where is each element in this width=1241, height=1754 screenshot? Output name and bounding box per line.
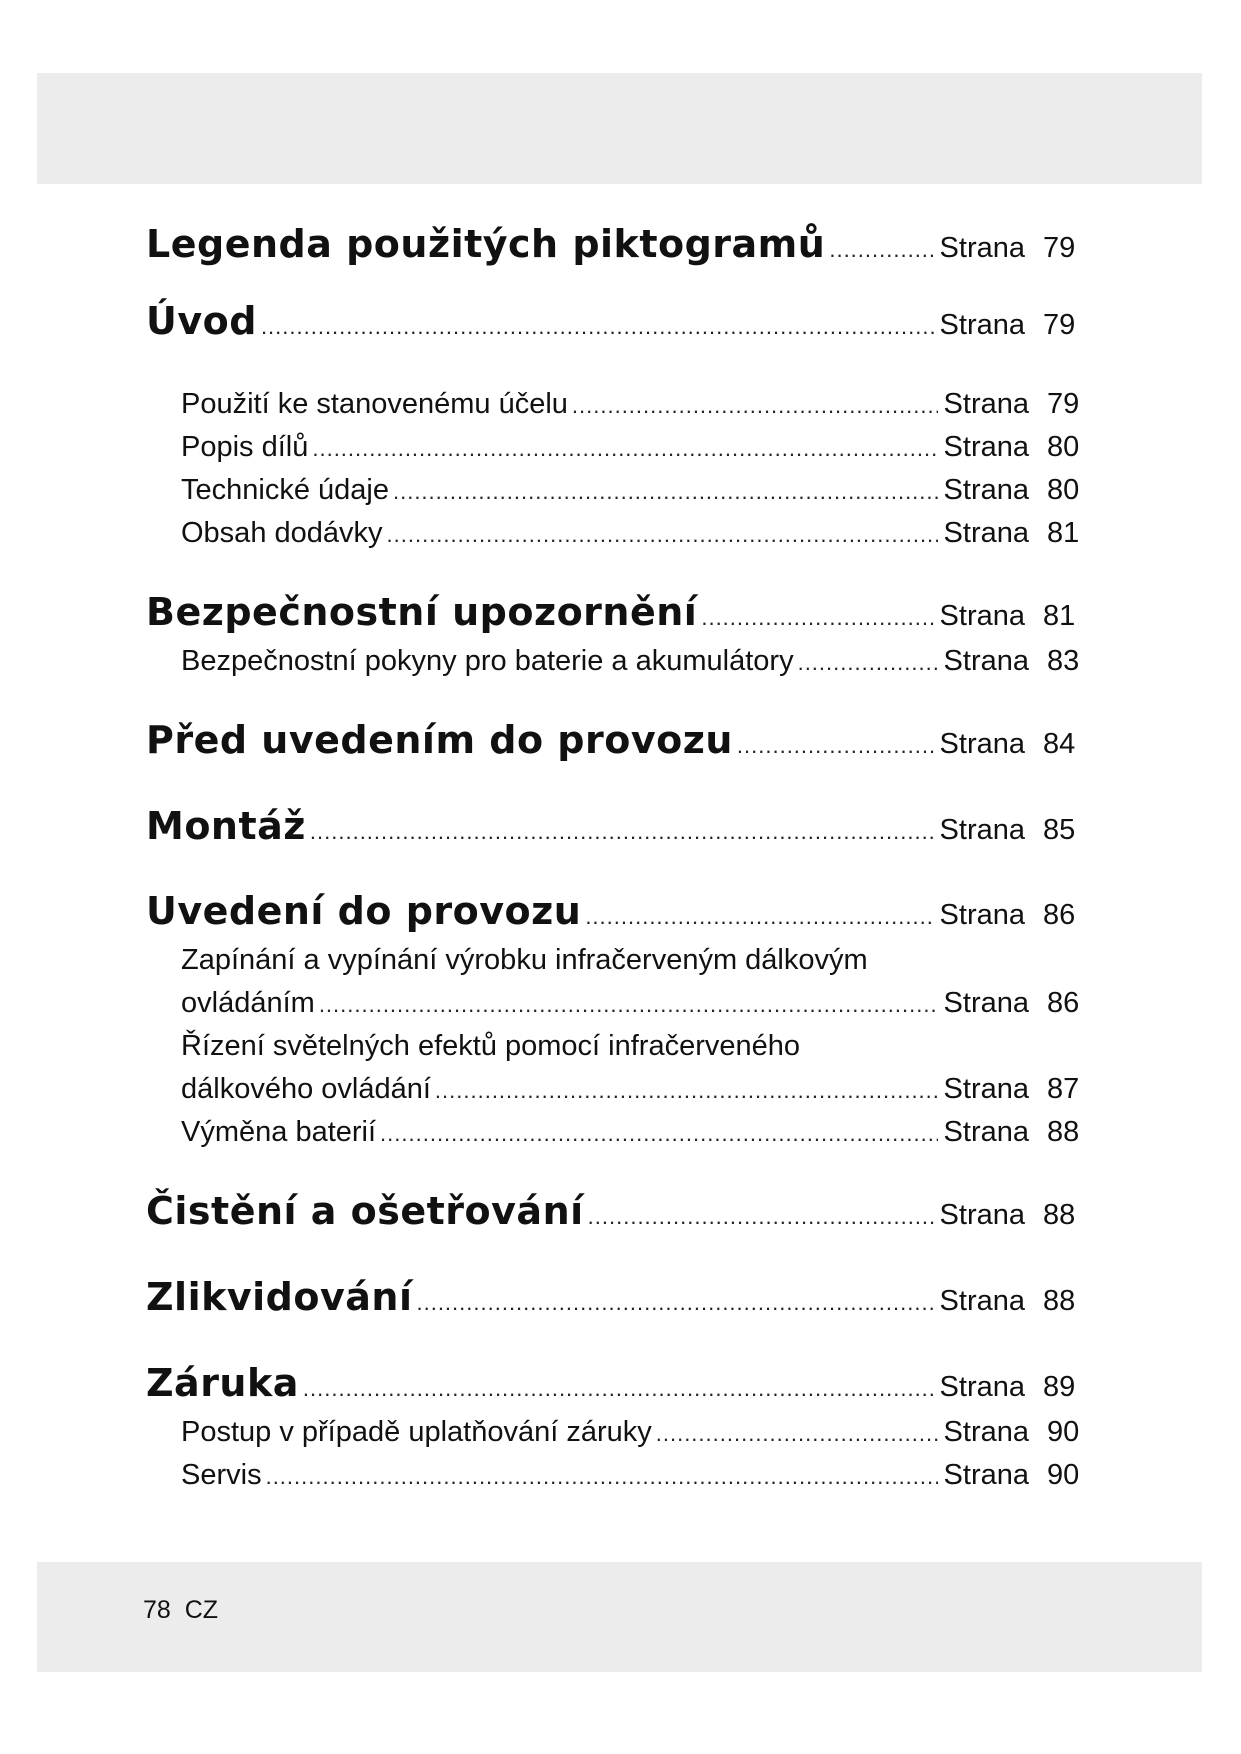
dot-leader — [266, 1464, 938, 1490]
dot-leader — [387, 522, 938, 548]
toc-subentry-title: Použití ke stanovenému účelu — [181, 388, 568, 420]
toc-subentry-title: Výměna baterií — [181, 1116, 377, 1148]
toc-entry[interactable] — [146, 222, 1081, 266]
dot-leader — [656, 1421, 938, 1447]
page-footer — [143, 1590, 218, 1630]
toc-page-number: 79 — [1047, 388, 1080, 420]
dot-leader — [261, 314, 934, 340]
strana-label: Strana — [943, 1073, 1029, 1105]
footer-language: CZ — [184, 1596, 219, 1624]
toc-page-number: 79 — [1043, 309, 1076, 341]
dot-leader — [435, 1078, 938, 1104]
dot-leader — [303, 1376, 934, 1402]
toc-entry-title: Uvedení do provozu — [146, 889, 582, 933]
toc-entry-title: Záruka — [146, 1361, 299, 1405]
toc-entry[interactable] — [146, 590, 1081, 634]
toc-page-number: 81 — [1043, 600, 1076, 632]
toc-entry-title: Zlikvidování — [146, 1275, 413, 1319]
dot-leader — [310, 819, 934, 845]
toc-subentry[interactable] — [181, 517, 1085, 550]
toc-entry[interactable] — [146, 1275, 1081, 1319]
dot-leader — [416, 1290, 933, 1316]
dot-leader — [572, 393, 938, 419]
toc-entry-title: Montáž — [146, 804, 306, 848]
dot-leader — [393, 479, 938, 505]
toc-page-number: 81 — [1047, 517, 1080, 549]
toc-subentry-title-line1: Řízení světelných efektů pomocí infračerveného — [181, 1030, 800, 1062]
toc-page-number: 88 — [1047, 1116, 1080, 1148]
strana-label: Strana — [939, 899, 1025, 931]
strana-label: Strana — [939, 1371, 1025, 1403]
toc-entry[interactable] — [146, 718, 1081, 762]
toc-page-number: 90 — [1047, 1459, 1080, 1491]
toc-page-number: 84 — [1043, 728, 1076, 760]
toc-page-number: 90 — [1047, 1416, 1080, 1448]
toc-subentry[interactable] — [181, 1116, 1085, 1149]
toc-page-number: 83 — [1047, 645, 1080, 677]
toc-subentry[interactable] — [181, 388, 1085, 421]
toc-entry[interactable] — [146, 1189, 1081, 1233]
toc-subentry[interactable] — [181, 987, 1085, 1020]
strana-label: Strana — [939, 1199, 1025, 1231]
toc-entry[interactable] — [146, 889, 1081, 933]
toc-subentry-title: dálkového ovládání — [181, 1073, 431, 1105]
toc-page-number: 87 — [1047, 1073, 1080, 1105]
strana-label: Strana — [943, 1459, 1029, 1491]
toc-page-number: 86 — [1047, 987, 1080, 1019]
dot-leader — [829, 237, 933, 263]
toc-entry-title: Čistění a ošetřování — [146, 1189, 584, 1233]
strana-label: Strana — [939, 309, 1025, 341]
toc-page-number: 80 — [1047, 474, 1080, 506]
strana-label: Strana — [943, 645, 1029, 677]
toc-entry[interactable] — [146, 299, 1081, 343]
toc-subentry[interactable] — [181, 1416, 1085, 1449]
toc-page-number: 86 — [1043, 899, 1076, 931]
toc-subentry-title: Technické údaje — [181, 474, 389, 506]
toc-entry-title: Bezpečnostní upozornění — [146, 590, 698, 634]
dot-leader — [585, 904, 933, 930]
toc-entry-title: Legenda použitých piktogramů — [146, 222, 826, 266]
dot-leader — [588, 1204, 934, 1230]
toc-page-number: 79 — [1043, 232, 1076, 264]
strana-label: Strana — [943, 1116, 1029, 1148]
footer-page-number: 78 — [143, 1596, 171, 1624]
toc-subentry[interactable] — [181, 645, 1085, 678]
toc-subentry-title: Popis dílů — [181, 431, 309, 463]
strana-label: Strana — [939, 1285, 1025, 1317]
toc-subentry-title: Bezpečnostní pokyny pro baterie a akumulátory — [181, 645, 794, 677]
toc-entry-title: Úvod — [146, 299, 257, 343]
strana-label: Strana — [943, 388, 1029, 420]
strana-label: Strana — [943, 987, 1029, 1019]
strana-label: Strana — [939, 728, 1025, 760]
dot-leader — [380, 1121, 938, 1147]
toc-subentry[interactable] — [181, 1459, 1085, 1492]
toc-subentry-title: Obsah dodávky — [181, 517, 383, 549]
toc-page-number: 89 — [1043, 1371, 1076, 1403]
toc-page-number: 88 — [1043, 1199, 1076, 1231]
toc-subentry-line1 — [181, 944, 1085, 977]
toc-entry[interactable] — [146, 804, 1081, 848]
dot-leader — [319, 992, 938, 1018]
dot-leader — [798, 650, 938, 676]
toc-subentry[interactable] — [181, 1073, 1085, 1106]
toc-subentry-title: Postup v případě uplatňování záruky — [181, 1416, 652, 1448]
toc-entry-title: Před uvedením do provozu — [146, 718, 733, 762]
dot-leader — [737, 733, 934, 759]
strana-label: Strana — [943, 431, 1029, 463]
toc-entry[interactable] — [146, 1361, 1081, 1405]
toc-subentry-title: ovládáním — [181, 987, 315, 1019]
toc-subentry-line1 — [181, 1030, 1085, 1063]
strana-label: Strana — [943, 517, 1029, 549]
header-band — [37, 73, 1202, 184]
toc-subentry[interactable] — [181, 474, 1085, 507]
toc-page-number: 85 — [1043, 814, 1076, 846]
strana-label: Strana — [939, 232, 1025, 264]
toc-subentry-title: Servis — [181, 1459, 262, 1491]
toc-subentry-title-line1: Zapínání a vypínání výrobku infračerveným dálkovým — [181, 944, 868, 976]
strana-label: Strana — [943, 474, 1029, 506]
strana-label: Strana — [939, 814, 1025, 846]
toc-page-number: 80 — [1047, 431, 1080, 463]
strana-label: Strana — [939, 600, 1025, 632]
toc-subentry[interactable] — [181, 431, 1085, 464]
toc-page-number: 88 — [1043, 1285, 1076, 1317]
dot-leader — [701, 605, 933, 631]
strana-label: Strana — [943, 1416, 1029, 1448]
dot-leader — [312, 436, 937, 462]
